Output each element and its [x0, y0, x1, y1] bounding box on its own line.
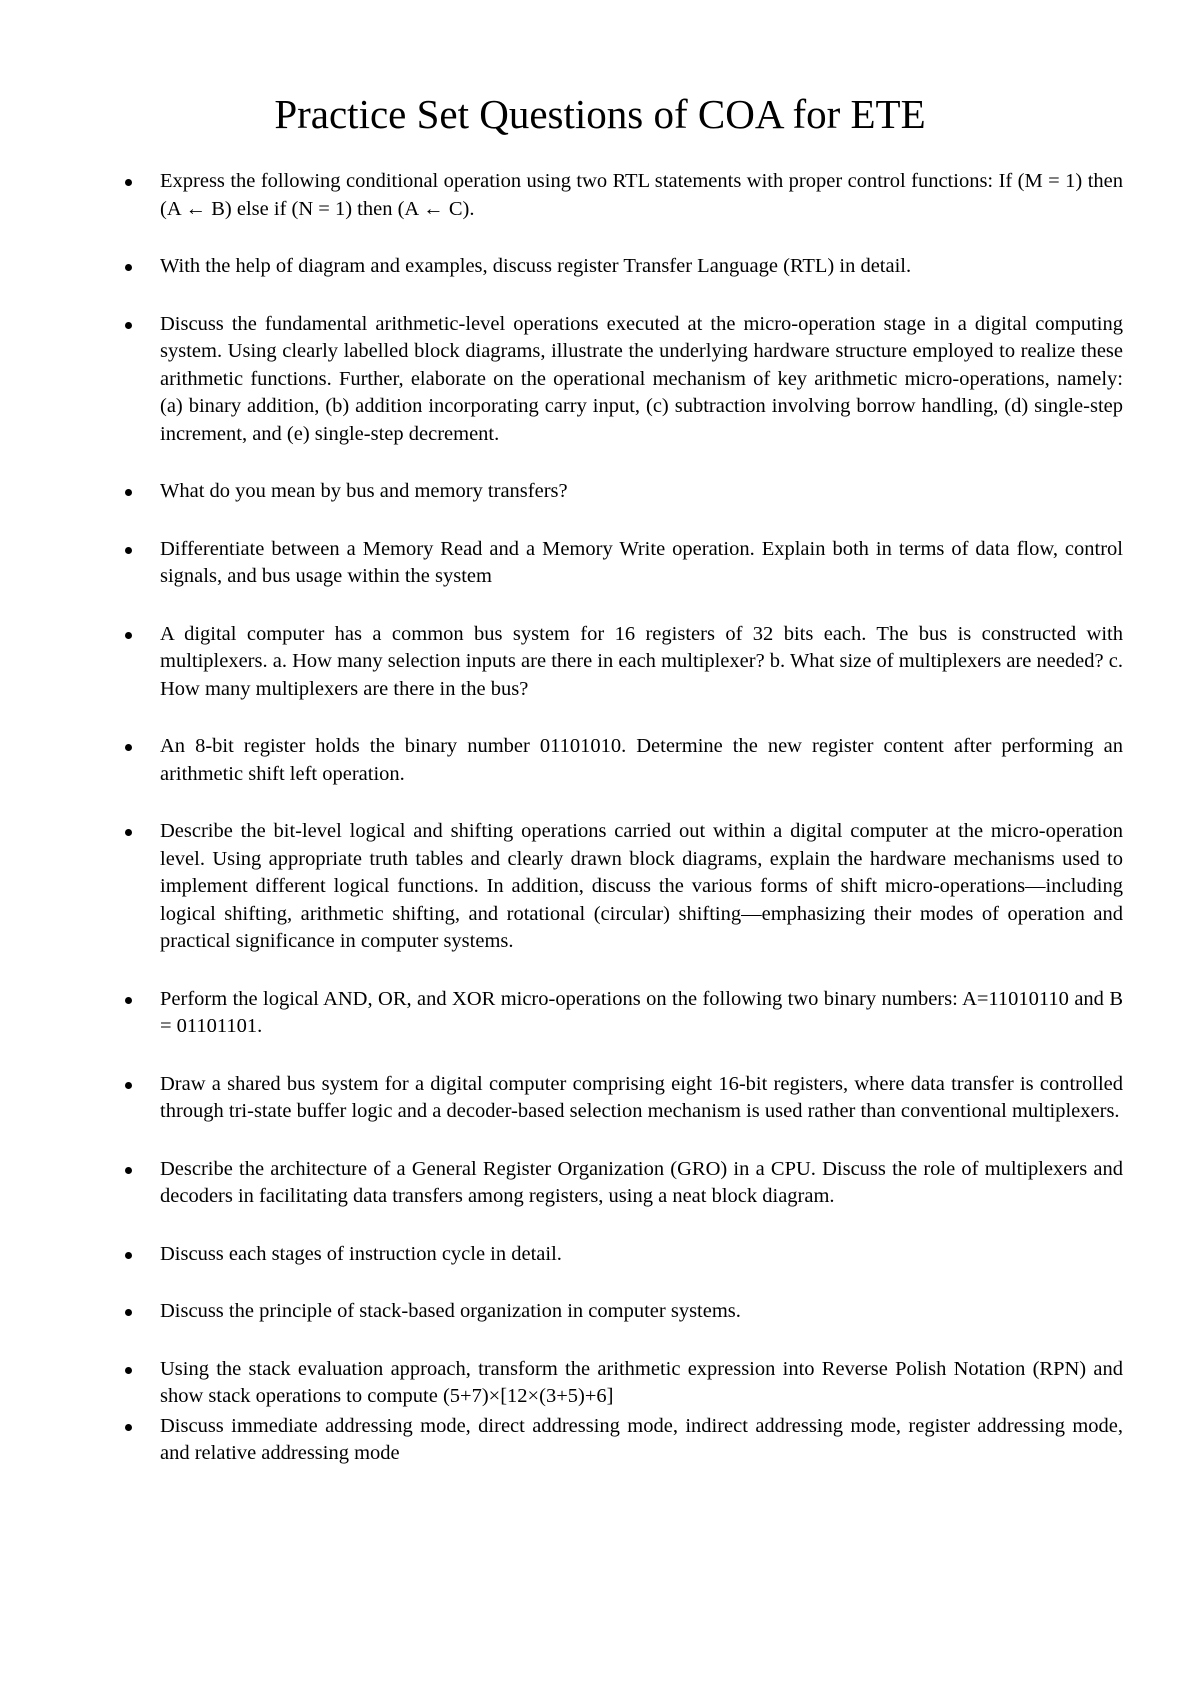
question-text: Discuss the principle of stack-based organization in computer systems. [160, 1300, 741, 1322]
question-text: Draw a shared bus system for a digital computer comprising eight 16-bit registers, where data transfer is controlled through tri-state buffer logic and a decoder-based selection mechanism is used rather than conventional multiplexers. [160, 1072, 1123, 1122]
question-text: Describe the bit-level logical and shifting operations carried out within a digital computer at the micro-operation level. Using appropriate truth tables and clearly drawn block diagrams, explain the hardware mechanisms used to implement different logical functions. In addition, discuss the various forms of shift micro-operations—including logical shifting, arithmetic shifting, and rotational (circular) shifting—emphasizing their modes of operation and practical significance in computer systems. [160, 820, 1123, 952]
question-item [125, 1356, 1123, 1411]
bullet-icon [125, 179, 132, 186]
bullet-icon [125, 489, 132, 496]
question-text: Discuss each stages of instruction cycle in detail. [160, 1242, 562, 1265]
bullet-icon [125, 632, 132, 639]
question-item [125, 986, 1123, 1041]
question-text: Express the following conditional operation using two RTL statements with proper control functions: If (M = 1) then (A ← B) else if (N = 1) then (A ← C). [160, 170, 1123, 220]
question-item [125, 1298, 1123, 1326]
question-item [125, 1413, 1123, 1468]
question-item [125, 168, 1123, 223]
question-item [125, 1241, 1123, 1269]
question-text: Describe the architecture of a General Register Organization (GRO) in a CPU. Discuss the role of multiplexers and decoders in facilitating data transfers among registers, using a neat block diagram. [160, 1157, 1123, 1207]
bullet-icon [125, 322, 132, 329]
bullet-icon [125, 1082, 132, 1089]
question-text: Discuss immediate addressing mode, direct addressing mode, indirect addressing mode, register addressing mode, and relative addressing mode [160, 1414, 1123, 1464]
bullet-icon [125, 1424, 132, 1431]
bullet-icon [125, 1309, 132, 1316]
document-title: Practice Set Questions of COA for ETE [274, 91, 926, 137]
bullet-icon [125, 1367, 132, 1374]
question-item [125, 733, 1123, 788]
question-text: Differentiate between a Memory Read and a Memory Write operation. Explain both in terms of data flow, control signals, and bus usage within the system [160, 537, 1123, 587]
question-text: Discuss the fundamental arithmetic-level operations executed at the micro-operation stage in a digital computing system. Using clearly labelled block diagrams, illustrate the underlying hardware structure employed to realize these arithmetic functions. Further, elaborate on the operational mechanism of key arithmetic micro-operations, namely: (a) binary addition, (b) addition incorporating carry input, (c) subtraction involving borrow handling, (d) single-step increment, and (e) single-step decrement. [160, 312, 1123, 445]
question-item [125, 818, 1123, 956]
bullet-icon [125, 264, 132, 271]
question-list [125, 168, 1123, 1498]
question-text: Perform the logical AND, OR, and XOR micro-operations on the following two binary numbers: A=11010110 and B = 01101101. [160, 987, 1123, 1037]
bullet-icon [125, 1167, 132, 1174]
bullet-icon [125, 829, 132, 836]
question-item [125, 621, 1123, 704]
bullet-icon [125, 547, 132, 554]
bullet-icon [125, 744, 132, 751]
question-item [125, 311, 1123, 449]
question-text: A digital computer has a common bus system for 16 registers of 32 bits each. The bus is constructed with multiplexers. a. How many selection inputs are there in each multiplexer? b. What size of multiplexers are needed? c. How many multiplexers are there in the bus? [160, 622, 1123, 700]
question-text: What do you mean by bus and memory transfers? [160, 480, 568, 502]
bullet-icon [125, 1252, 132, 1259]
question-text: Using the stack evaluation approach, transform the arithmetic expression into Reverse Polish Notation (RPN) and show stack operations to compute (5+7)×[12×(3+5)+6] [160, 1357, 1123, 1407]
question-item [125, 536, 1123, 591]
bullet-icon [125, 997, 132, 1004]
question-text: With the help of diagram and examples, discuss register Transfer Language (RTL) in detail. [160, 255, 912, 277]
question-text: An 8-bit register holds the binary number 01101010. Determine the new register content after performing an arithmetic shift left operation. [160, 735, 1123, 785]
question-item [125, 1071, 1123, 1126]
question-item [125, 253, 1123, 281]
question-item [125, 478, 1123, 506]
question-item [125, 1156, 1123, 1211]
